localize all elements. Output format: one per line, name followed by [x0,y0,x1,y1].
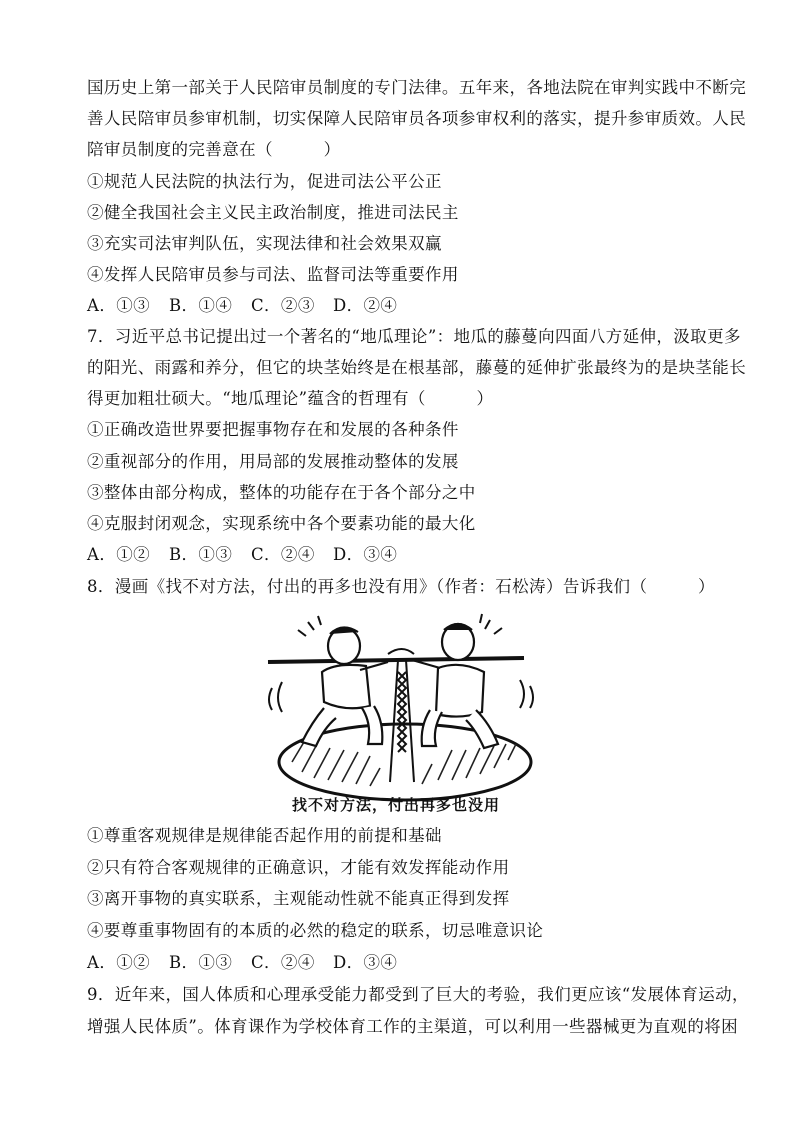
q9-stem-line-2: 增强人民体质”。体育课作为学校体育工作的主渠道，可以利用一些器械更为直观的将困 [87,1017,739,1036]
q8-option-b[interactable]: B．①③ [169,953,233,972]
q8-options [87,953,397,973]
tug-of-war-cartoon [262,612,548,816]
q6-stem-line-2: 善人民陪审员参审机制，切实保障人民陪审员各项参审权利的落实，提升参审质效。人民 [87,109,747,128]
q7-item-2: ②重视部分的作用，用局部的发展推动整体的发展 [87,452,459,471]
q6-item-4: ④发挥人民陪审员参与司法、监督司法等重要作用 [87,265,459,284]
q6-option-b[interactable]: B．①④ [169,296,233,315]
q7-option-b[interactable]: B．①③ [169,545,233,564]
q7-option-a[interactable]: A．①② [87,545,151,564]
q7-option-c[interactable]: C．②④ [251,545,315,564]
q8-option-a[interactable]: A．①② [87,953,151,972]
q7-item-3: ③整体由部分构成，整体的功能存在于各个部分之中 [87,483,476,502]
q6-stem-line-3: 陪审员制度的完善意在（ ） [87,140,341,159]
q8-item-3: ③离开事物的真实联系，主观能动性就不能真正得到发挥 [87,889,510,908]
q7-stem-line-1: 7．习近平总书记提出过一个著名的“地瓜理论”：地瓜的藤蔓向四面八方延伸，汲取更多 [87,327,741,346]
q7-stem-line-2: 的阳光、雨露和养分，但它的块茎始终是在根基部，藤蔓的延伸扩张最终为的是块茎能长 [87,358,747,377]
q6-option-d[interactable]: D．②④ [333,296,398,315]
q8-item-4: ④要尊重事物固有的本质的必然的稳定的联系，切忌唯意识论 [87,921,544,940]
q7-stem-line-3: 得更加粗壮硕大。“地瓜理论”蕴含的哲理有（ ） [87,389,494,408]
q6-item-2: ②健全我国社会主义民主政治制度，推进司法民主 [87,203,459,222]
cartoon-caption: 找不对方法，付出再多也没用 [292,796,501,814]
q6-options [87,296,397,316]
q7-item-1: ①正确改造世界要把握事物存在和发展的各种条件 [87,420,459,439]
q8-stem: 8．漫画《找不对方法，付出的再多也没有用》（作者：石松涛）告诉我们（ ） [87,577,715,596]
q8-option-d[interactable]: D．③④ [333,953,398,972]
q7-options [87,545,397,565]
q7-option-d[interactable]: D．③④ [333,545,398,564]
q7-item-4: ④克服封闭观念，实现系统中各个要素功能的最大化 [87,514,476,533]
q6-item-1: ①规范人民法院的执法行为，促进司法公平公正 [87,172,442,191]
q8-item-1: ①尊重客观规律是规律能否起作用的前提和基础 [87,826,442,845]
q6-stem-line-1: 国历史上第一部关于人民陪审员制度的专门法律。五年来，各地法院在审判实践中不断完 [87,78,747,97]
q9-stem-line-1: 9．近年来，国人体质和心理承受能力都受到了巨大的考验，我们更应该“发展体育运动， [87,985,749,1004]
q6-option-c[interactable]: C．②③ [251,296,315,315]
q8-item-2: ②只有符合客观规律的正确意识，才能有效发挥能动作用 [87,858,510,877]
q8-option-c[interactable]: C．②④ [251,953,315,972]
q6-option-a[interactable]: A．①③ [87,296,151,315]
q6-item-3: ③充实司法审判队伍，实现法律和社会效果双赢 [87,234,442,253]
